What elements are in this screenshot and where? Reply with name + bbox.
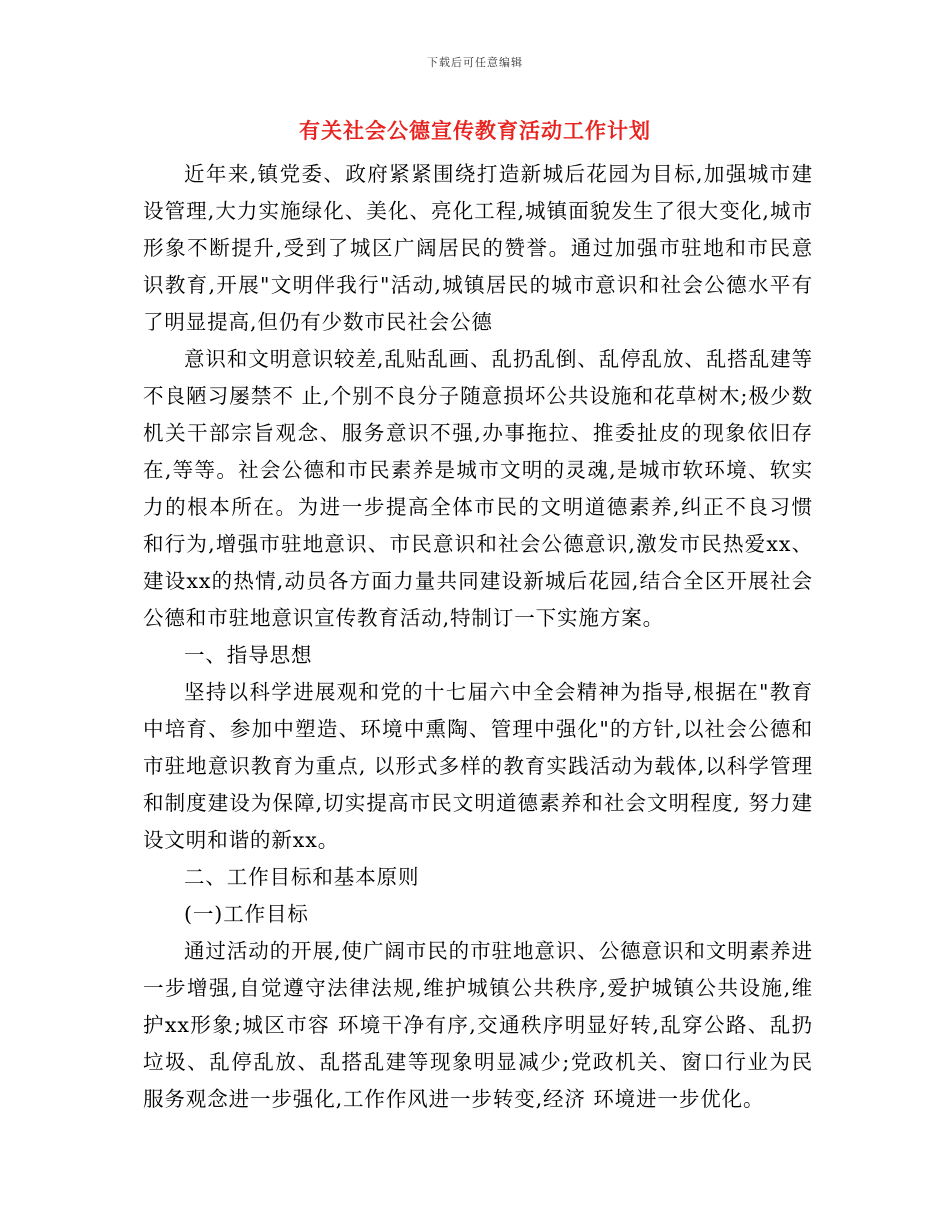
document-title: 有关社会公德宣传教育活动工作计划 [299,118,651,143]
intro-paragraph-2: 意识和文明意识较差,乱贴乱画、乱扔乱倒、乱停乱放、乱搭乱建等不良陋习屡禁不 止,个别不良分子随意损坏公共设施和花草树木;极少数机关干部宗旨观念、服务意识不强,办事拖拉、推委扯皮的现象依旧存在,等等。社会公德和市民素养是城市文明的灵魂,是城市软环境、软实力的根本所在。为进一步提高全体市民的文明道德素养,纠正不良习惯和行为,增强市驻地意识、市民意识和社会公德意识,激发市民热爱xx、建设xx的热情,动员各方面力量共同建设新城后花园,结合全区开展社会公德和市驻地意识宣传教育活动,特制订一下实施方案。 [143,347,813,630]
section-1-paragraph: 坚持以科学进展观和党的十七届六中全会精神为指导,根据在"教育中培育、参加中塑造、环境中熏陶、管理中强化"的方针,以社会公德和市驻地意识教育为重点, 以形式多样的教育实践活动为载体,以科学管理和制度建设为保障,切实提高市民文明道德素养和社会文明程度, 努力建设文明和谐的新xx。 [143,680,813,852]
document-body [143,156,813,1118]
subsection-1-heading: (一)工作目标 [184,902,309,926]
subsection-1-paragraph: 通过活动的开展,使广阔市民的市驻地意识、公德意识和文明素养进一步增强,自觉遵守法律法规,维护城镇公共秩序,爱护城镇公共设施,维护xx形象;城区市容 环境干净有序,交通秩序明显好转,乱穿公路、乱扔垃圾、乱停乱放、乱搭乱建等现象明显减少;党政机关、窗口行业为民服务观念进一步强化,工作作风进一步转变,经济 环境进一步优化。 [143,939,813,1111]
section-2-heading: 二、工作目标和基本原则 [184,865,420,889]
intro-paragraph-1: 近年来,镇党委、政府紧紧围绕打造新城后花园为目标,加强城市建设管理,大力实施绿化、美化、亮化工程,城镇面貌发生了很大变化,城市形象不断提升,受到了城区广阔居民的赞誉。通过加强市驻地和市民意识教育,开展"文明伴我行"活动,城镇居民的城市意识和社会公德水平有了明显提高,但仍有少数市民社会公德 [143,162,813,334]
page-header-note: 下载后可任意编辑 [427,56,523,69]
section-1-heading: 一、指导思想 [184,643,313,667]
